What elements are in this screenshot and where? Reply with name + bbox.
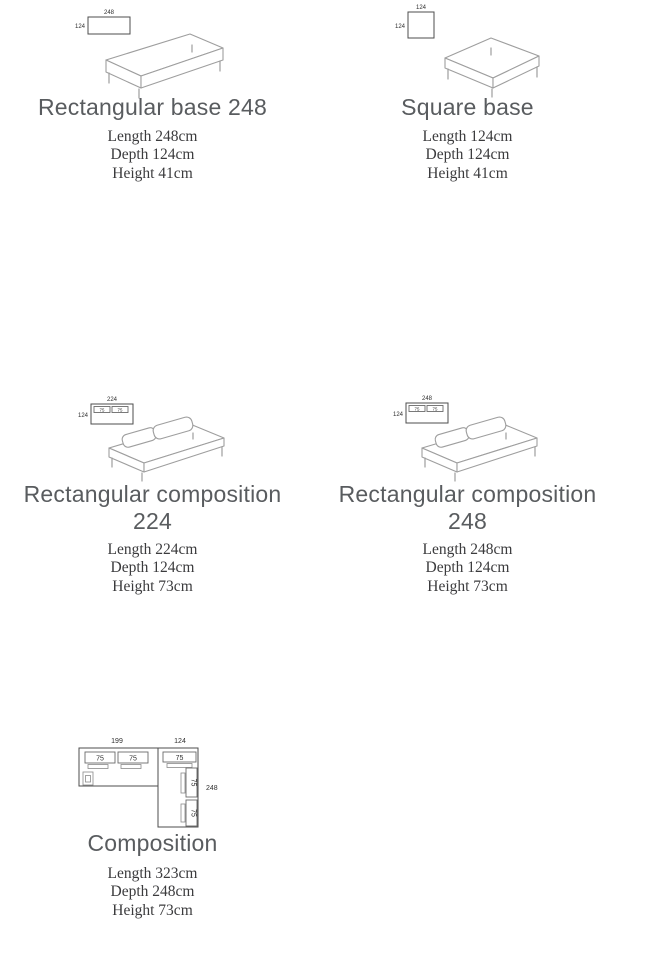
plan-width-label: 248 bbox=[103, 10, 115, 16]
spec-height: Height 73cm bbox=[112, 901, 193, 919]
plan-depth-label: 248 bbox=[206, 785, 218, 792]
product-card-rect-comp-248 bbox=[315, 385, 620, 615]
product-title bbox=[315, 94, 620, 121]
product-title-text: Square base bbox=[401, 94, 534, 120]
plan-depth-label: 124 bbox=[77, 413, 88, 419]
plan-side-unit-inner bbox=[86, 776, 91, 783]
spec-depth: Depth 124cm bbox=[425, 559, 510, 577]
spec-depth: Depth 248cm bbox=[110, 883, 195, 901]
plan-cushion-label: 75 bbox=[414, 406, 420, 412]
perspective-drawing-sofa-224 bbox=[105, 411, 235, 485]
product-specs bbox=[315, 128, 620, 183]
spec-length: Length 124cm bbox=[422, 128, 513, 145]
product-title bbox=[0, 94, 305, 121]
product-title-text: Rectangular composition bbox=[23, 481, 282, 507]
plan-cushion-label: 75 bbox=[117, 407, 123, 413]
spec-depth: Depth 124cm bbox=[425, 146, 510, 164]
spec-length: Length 248cm bbox=[107, 128, 198, 145]
product-card-square-base bbox=[315, 0, 620, 210]
product-card-composition bbox=[0, 725, 305, 945]
plan-cushion-label: 75 bbox=[432, 406, 438, 412]
product-specs bbox=[315, 541, 620, 596]
product-title bbox=[0, 481, 305, 534]
spec-length: Length 224cm bbox=[107, 541, 198, 558]
plan-width-label: 248 bbox=[421, 396, 433, 402]
spec-height: Height 73cm bbox=[427, 577, 508, 595]
spec-height: Height 73cm bbox=[112, 577, 193, 595]
spec-length: Length 323cm bbox=[107, 865, 198, 882]
perspective-drawing-square-base bbox=[437, 28, 552, 98]
perspective-drawing-rect-base bbox=[100, 26, 230, 100]
product-card-rect-base-248 bbox=[0, 0, 305, 210]
plan-depth-label: 124 bbox=[74, 24, 85, 30]
product-title bbox=[0, 830, 305, 857]
product-title-size: 224 bbox=[133, 507, 172, 534]
spec-height: Height 41cm bbox=[427, 164, 508, 182]
plan-seat-bar bbox=[181, 804, 185, 822]
spec-depth: Depth 124cm bbox=[110, 559, 195, 577]
product-title-text: Rectangular composition bbox=[338, 481, 597, 507]
product-specs bbox=[0, 541, 305, 596]
spec-height: Height 41cm bbox=[112, 164, 193, 182]
plan-cushion-label: 75 bbox=[129, 755, 137, 763]
plan-cushion-label: 75 bbox=[189, 778, 197, 787]
spec-depth: Depth 124cm bbox=[110, 146, 195, 164]
product-title-text: Rectangular base 248 bbox=[37, 94, 268, 120]
plan-cushion-label: 75 bbox=[96, 755, 104, 763]
product-specs bbox=[0, 865, 305, 920]
plan-width-label-left: 199 bbox=[111, 738, 123, 745]
perspective-drawing-sofa-248 bbox=[418, 411, 548, 485]
product-title bbox=[315, 481, 620, 534]
plan-cushion-label: 75 bbox=[189, 809, 197, 817]
product-specs bbox=[0, 128, 305, 183]
plan-width-label: 224 bbox=[106, 397, 118, 403]
plan-seat-bar bbox=[181, 773, 185, 793]
plan-cushion-label: 75 bbox=[99, 407, 105, 413]
plan-depth-label: 124 bbox=[392, 412, 403, 418]
plan-seat-bar bbox=[167, 764, 192, 768]
product-title-size: 248 bbox=[448, 507, 487, 534]
product-card-rect-comp-224 bbox=[0, 385, 305, 615]
plan-depth-label: 124 bbox=[394, 24, 405, 30]
plan-width-label: 124 bbox=[415, 5, 427, 11]
plan-outline bbox=[408, 12, 434, 38]
plan-width-label-right: 124 bbox=[174, 738, 186, 745]
plan-drawing-composition bbox=[68, 730, 233, 835]
plan-seat-bar bbox=[121, 765, 141, 769]
spec-length: Length 248cm bbox=[422, 541, 513, 558]
product-title-text: Composition bbox=[87, 830, 218, 856]
plan-cushion-label: 75 bbox=[175, 754, 184, 762]
plan-seat-bar bbox=[88, 765, 108, 769]
